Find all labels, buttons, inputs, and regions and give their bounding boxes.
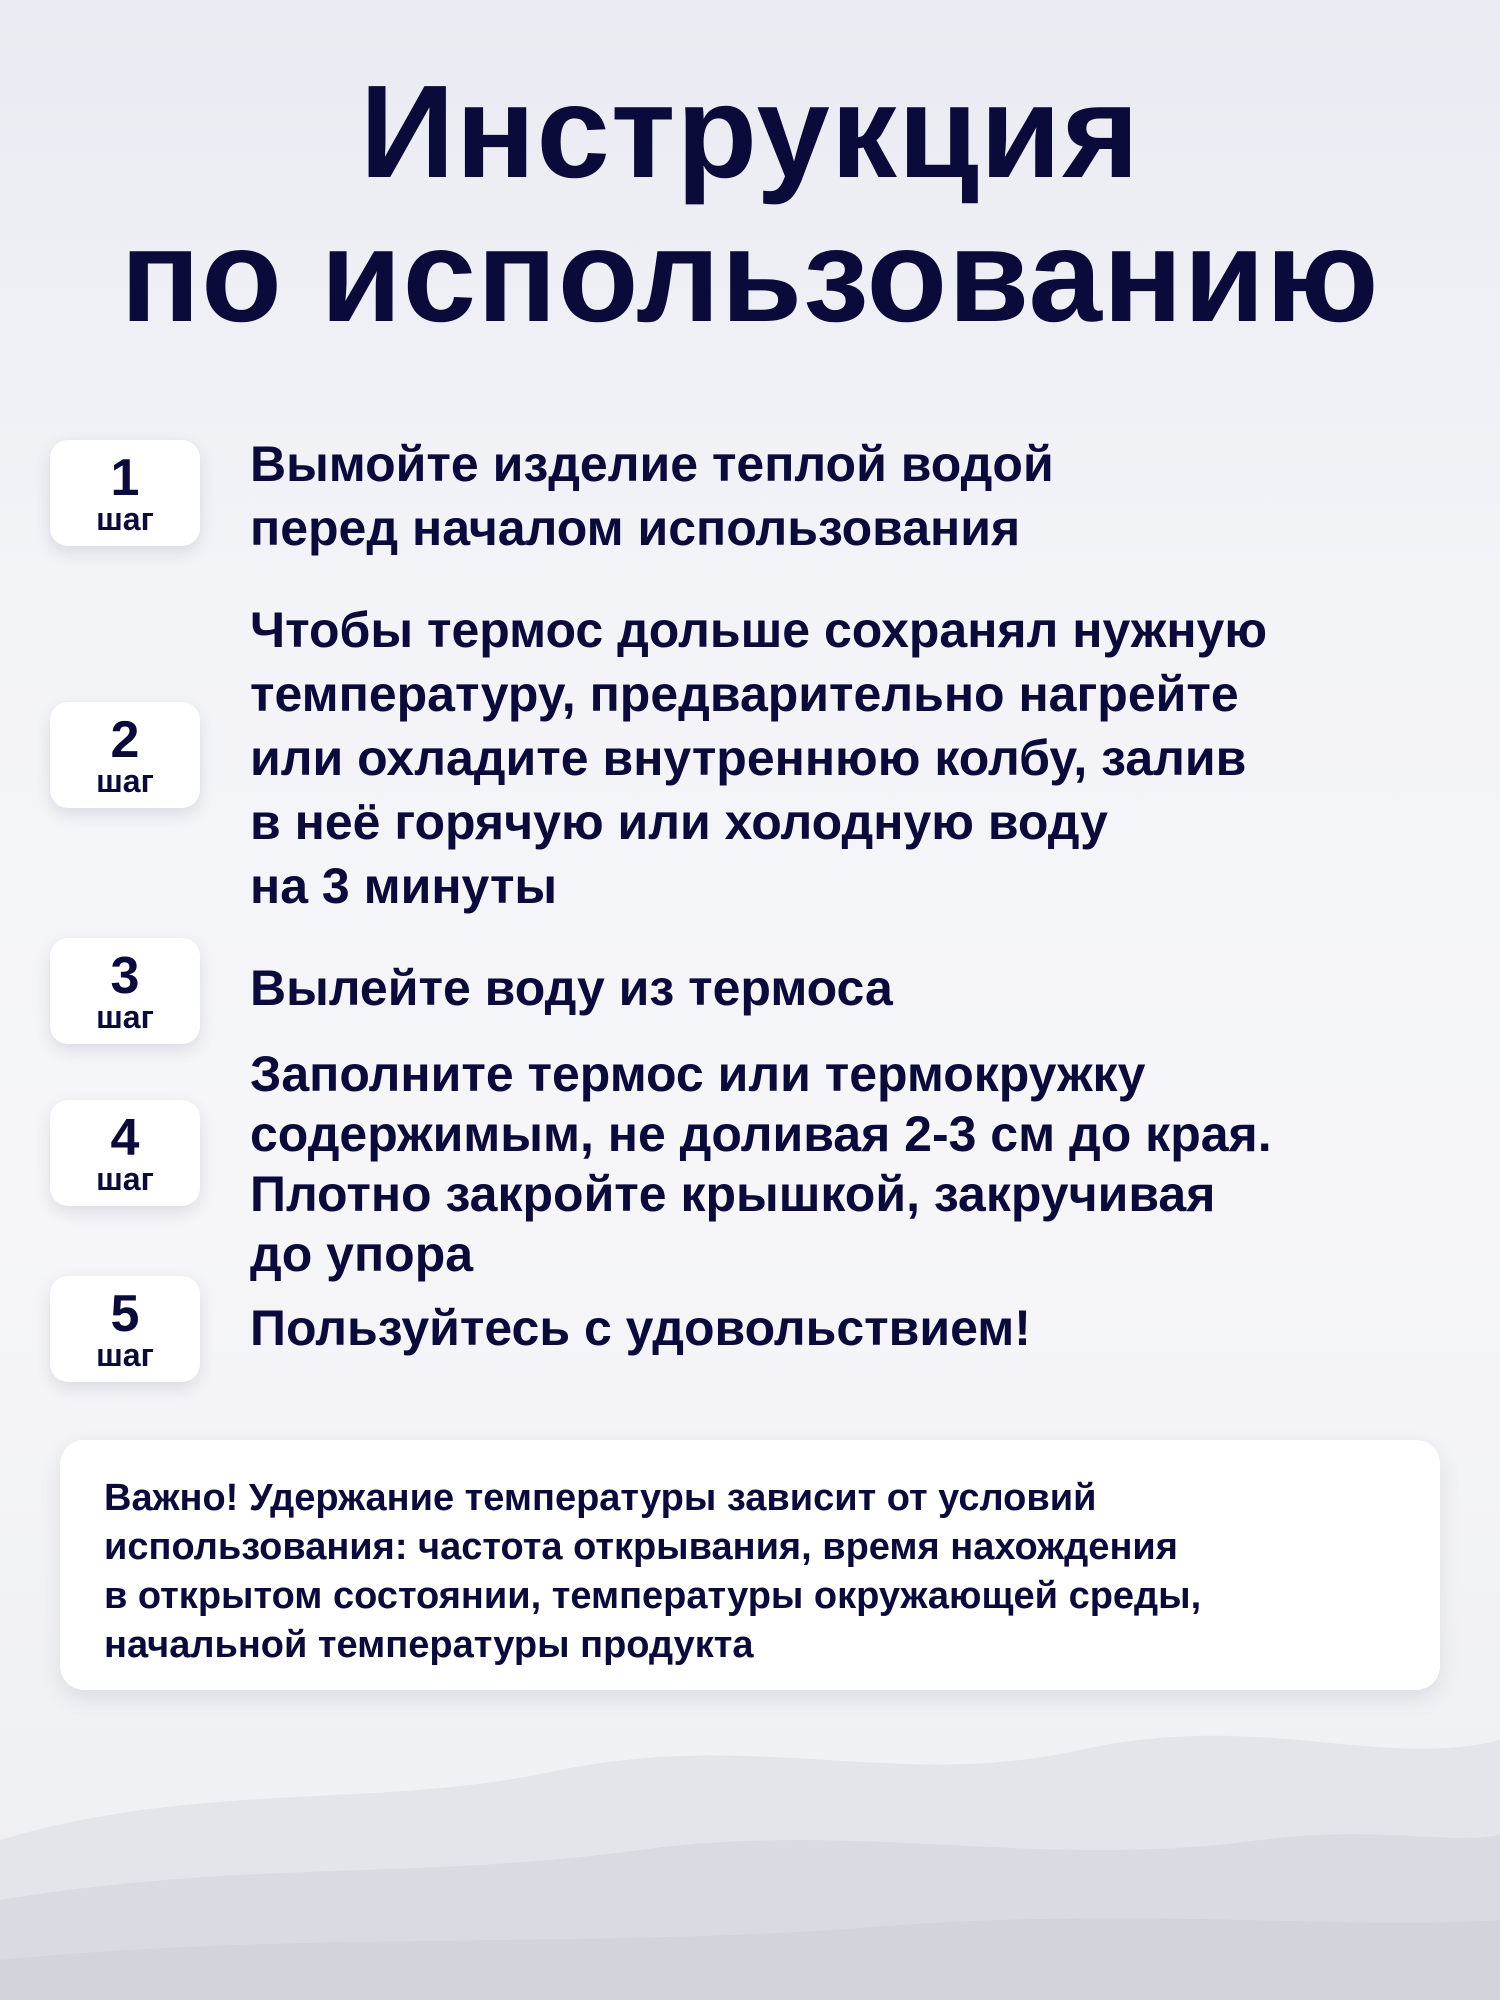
title-line-1: Инструкция xyxy=(359,58,1141,205)
step-badge xyxy=(50,702,200,808)
step-text: Вылейте воду из термоса xyxy=(250,960,893,1016)
step-number: 1 xyxy=(110,449,140,507)
step-text: Вымойте изделие теплой водой перед началом использования xyxy=(250,436,1054,556)
step-badge xyxy=(50,440,200,546)
step-text: Заполните термос или термокружку содержимым, не доливая 2-3 см до края. Плотно закройте крышкой, закручивая до упора xyxy=(250,1046,1272,1282)
step-word: шаг xyxy=(96,1337,154,1373)
step-number: 3 xyxy=(110,947,140,1005)
step-badge xyxy=(50,938,200,1044)
title-line-2: по использованию xyxy=(120,202,1380,349)
step-word: шаг xyxy=(96,999,154,1035)
step-number: 4 xyxy=(110,1109,140,1167)
step-badge xyxy=(50,1100,200,1206)
step-badge xyxy=(50,1276,200,1382)
step-number: 2 xyxy=(110,711,140,769)
step-word: шаг xyxy=(96,1161,154,1197)
step-text: Пользуйтесь с удовольствием! xyxy=(250,1300,1031,1356)
important-note-text: Важно! Удержание температуры зависит от условий использования: частота открывания, время нахождения в открытом состоянии, температуры окружающей среды, начальной температуры продукта xyxy=(104,1477,1202,1666)
page-title xyxy=(0,60,1500,348)
step-word: шаг xyxy=(96,501,154,537)
important-note-card xyxy=(60,1440,1440,1690)
step-word: шаг xyxy=(96,763,154,799)
step-text: Чтобы термос дольше сохранял нужную температуру, предварительно нагрейте или охладите внутреннюю колбу, залив в неё горячую или холодную воду на 3 минуты xyxy=(250,602,1268,914)
step-number: 5 xyxy=(110,1285,140,1343)
